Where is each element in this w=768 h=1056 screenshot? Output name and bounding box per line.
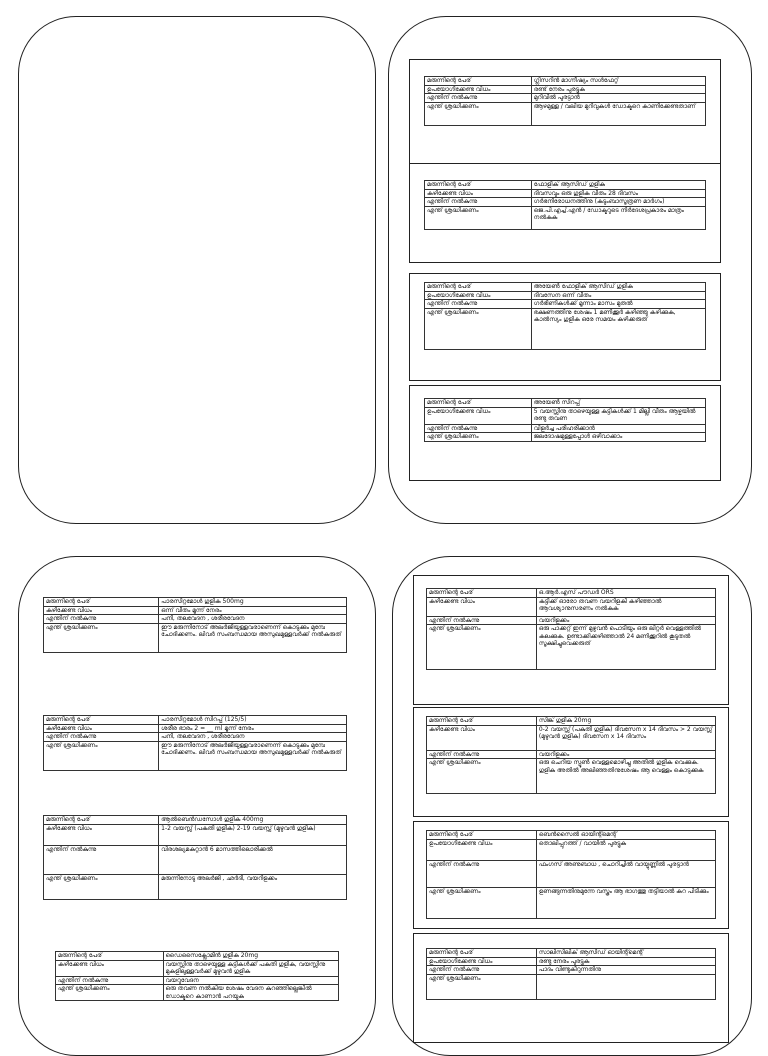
medicine-table-2: മരുന്നിന്റെ പേര് ഫോളിക് ആസിഡ് ഗുളിക കഴിക്കേണ്ട വിധം ദിവസവും ഒരു ഗുളിക വീതം 28 ദിവസം എന്തിന് നൽകുന്നു ഗർഭനിരോധനത്തിനു (കുടുംബാസൂത്രണ മാർഗം) എന്ത് ശ്രദ്ധിക്കണം ജെ.പി.എച്ച്.എൻ / ഡോക്ടറുടെ നിർദേശപ്രകാരം മാത്രം നൽകുക xyxy=(424,180,706,230)
medicine-box-10 xyxy=(413,707,729,817)
medicine-box-12 xyxy=(413,933,729,1043)
medicine-box-1 xyxy=(409,59,721,177)
medicine-table-6: മരുന്നിന്റെ പേര് പാരസിറ്റമോൾ സിറപ്പ് (125/5) കഴിക്കേണ്ട വിധം ശരീര ഭാരം 2 = __ ml മൂന്ന് നേരം എന്തിന് നൽകുന്നു പനി, തലവേദന , ശരീരവേദന എന്ത് ശ്രദ്ധിക്കണം ഈ മരുന്നിനോട് അലർജിയുള്ളവരാണെന്ന് കൊടുക്കും മുമ്പേ ചോദിക്കണം. ലിവർ സംബന്ധമായ അസുഖമുള്ളവർക്ക് നൽകരുത് xyxy=(43,715,347,771)
medicine-box-3 xyxy=(409,273,721,381)
medicine-card-bottom-right xyxy=(392,556,752,1056)
medicine-box-9 xyxy=(413,575,729,705)
medicine-table-11: മരുന്നിന്റെ പേര് ബെൻസൈൽ ഓയിന്റ്മെന്റ് ഉപയോഗിക്കേണ്ട വിധം തൊലിപ്പുറത്ത് / വായിൽ പുരട്ടുക എന്തിന് നൽകുന്നു ഫംഗസ് അണുബാധ , ചൊറിച്ചിൽ വായ്പുണ്ണിൽ പുരട്ടാൻ എന്ത് ശ്രദ്ധിക്കണം ഉണങ്ങുന്നതിനുമുന്നേ വസ്ത്രം ആ ഭാഗത്തു തട്ടിയാൽ കറ പിടിക്കും xyxy=(426,830,716,919)
medicine-box-4 xyxy=(409,385,721,481)
medicine-table-10: മരുന്നിന്റെ പേര് സിങ്ക് ഗുളിക 20mg കഴിക്കേണ്ട വിധം 0-2 വയസ്സ് (പകുതി ഗുളിക) ദിവസേന x 14 ദിവസം > 2 വയസ്സ് (മുഴുവൻ ഗുളിക) ദിവസേന x 14 ദിവസം എന്തിന് നൽകുന്നു വയറിളക്കം എന്ത് ശ്രദ്ധിക്കണം ഒരു ചെറിയ സ്പൂൺ വെള്ളമൊഴിച്ചു അതിൽ ഗുളിക വെക്കുക. ഗുളിക അതിൽ അലിഞ്ഞതിനുശേഷം ആ വെള്ളം കൊടുക്കുക xyxy=(426,716,716,794)
medicine-table-5: മരുന്നിന്റെ പേര് പാരസിറ്റമോൾ ഗുളിക 500mg കഴിക്കേണ്ട വിധം ഒന്ന് വീതം മൂന്ന് നേരം എന്തിന് നൽകുന്നു പനി, തലവേദന , ശരീരവേദന എന്ത് ശ്രദ്ധിക്കണം ഈ മരുന്നിനോട് അലർജിയുള്ളവരാണെന്ന് കൊടുക്കും മുമ്പേ ചോദിക്കണം. ലിവർ സംബന്ധമായ അസുഖമുള്ളവർക്ക് നൽകരുത് xyxy=(43,597,347,653)
medicine-table-8: മരുന്നിന്റെ പേര് ഡൈസൈക്ലോമിൻ ഗുളിക 20mg കഴിക്കേണ്ട വിധം വയസ്സിനു താഴെയുള്ള കുട്ടികൾക്ക് പകുതി ഗുളിക, വയസ്സിനു മുകളിലുള്ളവർക്ക് മുഴുവൻ ഗുളിക എന്തിന് നൽകുന്നു വയറുവേദന എന്ത് ശ്രദ്ധിക്കണം ഒരു തവണ നൽകിയ ശേഷം വേദന കുറഞ്ഞില്ലെങ്കിൽ ഡോക്ടറെ കാണാൻ പറയുക xyxy=(55,951,339,1001)
medicine-table-7: മരുന്നിന്റെ പേര് ആൽബെൻഡസോൾ ഗുളിക 400mg കഴിക്കേണ്ട വിധം 1-2 വയസ്സ് (പകുതി ഗുളിക) 2-19 വയസ്സ് (മുഴുവൻ ഗുളിക) എന്തിന് നൽകുന്നു വിരശല്യമകറ്റാൻ 6 മാസത്തിലൊരിക്കൽ എന്ത് ശ്രദ്ധിക്കണം മരുന്നിനോടു അലർജി , ഛർദി, വയറിളക്കം xyxy=(43,815,347,900)
medicine-card-bottom-left xyxy=(18,556,376,1056)
medicine-box-2 xyxy=(409,163,721,263)
medicine-table-4: മരുന്നിന്റെ പേര് അയേൺ സിറപ്പ് ഉപയോഗിക്കേണ്ട വിധം 5 വയസ്സിനു താഴെയുള്ള കുട്ടികൾക്ക് 1 മില്ലി വീതം ആഴ്ചയിൽ രണ്ടു തവണ എന്തിന് നൽകുന്നു വിളർച്ച പരിഹരിക്കാൻ എന്ത് ശ്രദ്ധിക്കണം ജലദോഷമുള്ളപ്പോൾ ഒഴിവാക്കാം xyxy=(424,398,706,442)
medicine-table-3: മരുന്നിന്റെ പേര് അയേൺ ഫോളിക് ആസിഡ് ഗുളിക ഉപയോഗിക്കേണ്ട വിധം ദിവസേന ഒന്ന് വീതം എന്തിന് നൽകുന്നു ഗർഭിണികൾക്ക് മൂന്നാം മാസം മുതൽ എന്ത് ശ്രദ്ധിക്കണം ഭക്ഷണത്തിനു ശേഷം 1 മണിക്കൂർ കഴിഞ്ഞു കഴിക്കുക, കാൽസ്യം ഗുളിക ഒരേ സമയം കഴിക്കരുത് xyxy=(424,282,706,350)
medicine-table-9: മരുന്നിന്റെ പേര് ഒ.ആർ.എസ് പൗഡർ ORS കഴിക്കേണ്ട വിധം കുട്ടിക്ക് ഓരോ തവണ വയറിളകി കഴിഞ്ഞാൽ ആവശ്യാനുസരണം നൽകുക എന്തിന് നൽകുന്നു വയറിളക്കം എന്ത് ശ്രദ്ധിക്കണം ഒരു പാക്കറ്റ് ഇന്ന് മുഴുവൻ പൊടിയും ഒരു ലിറ്റർ വെള്ളത്തിൽ കലക്കുക. ഉണ്ടാക്കിക്കഴിഞ്ഞാൽ 24 മണിക്കൂറിൽ കൂടുതൽ സൂക്ഷിച്ചുവെക്കരുത് xyxy=(426,588,716,670)
medicine-table-1: മരുന്നിന്റെ പേര് ഗ്ലിസറിൻ മാഗ്നീഷ്യം സൾഫേറ്റ് ഉപയോഗിക്കേണ്ട വിധം രണ്ട് നേരം പുരട്ടുക എന്തിന് നൽകുന്നു മുറിവിൽ പുരട്ടാൻ എന്ത് ശ്രദ്ധിക്കണം ആഴമുള്ള / വലിയ മുറിവുകൾ ഡോക്ടറെ കാണിക്കേണ്ടതാണ് xyxy=(424,76,706,126)
medicine-box-11 xyxy=(413,821,729,929)
blank-card xyxy=(18,16,376,524)
medicine-table-12: മരുന്നിന്റെ പേര് സാലിസിലിക് ആസിഡ് ഓയിന്റ്മെന്റ് ഉപയോഗിക്കേണ്ട വിധം രണ്ടു നേരം പുരട്ടുക എന്തിന് നൽകുന്നു പാദം വിണ്ടുകീറുന്നതിനു എന്ത് ശ്രദ്ധിക്കണം xyxy=(426,948,716,1000)
medicine-card-top-right xyxy=(388,16,752,524)
